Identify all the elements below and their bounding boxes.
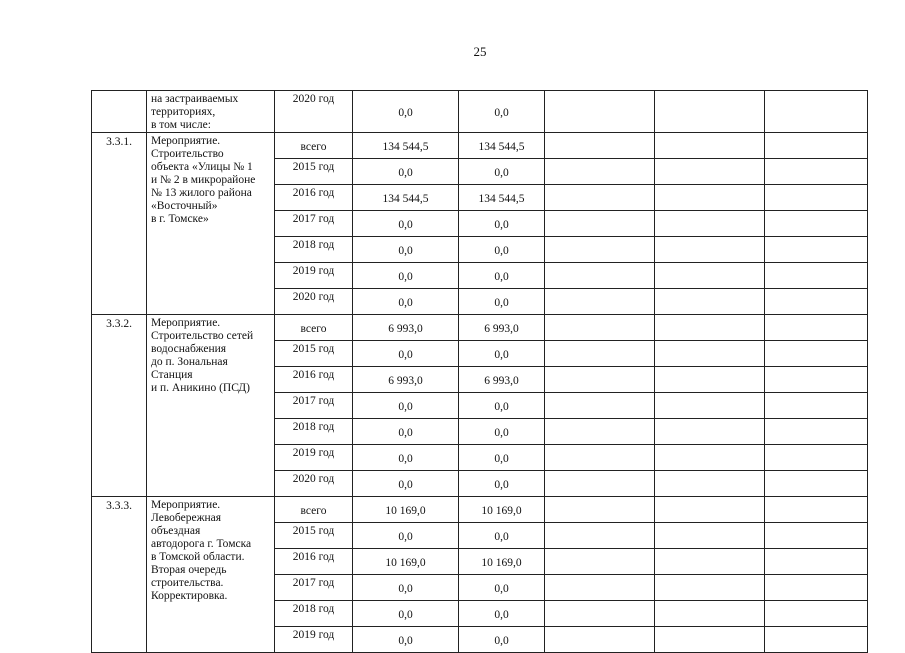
empty-cell (545, 445, 655, 471)
period-cell: 2017 год (275, 393, 353, 419)
empty-cell (545, 471, 655, 497)
value-cell: 0,0 (353, 341, 459, 367)
description-line: в г. Томске» (151, 213, 209, 225)
description-line: автодорога г. Томска (151, 538, 252, 550)
value-cell: 0,0 (353, 91, 459, 133)
empty-cell (655, 211, 765, 237)
description-line: Станция (151, 369, 193, 381)
period-cell: 2019 год (275, 263, 353, 289)
period-cell: 2017 год (275, 575, 353, 601)
section-number: 3.3.1. (92, 133, 147, 315)
value-cell: 134 544,5 (353, 133, 459, 159)
value-cell: 0,0 (353, 237, 459, 263)
value-cell: 10 169,0 (353, 497, 459, 523)
value-cell: 0,0 (353, 159, 459, 185)
value-cell: 0,0 (459, 237, 545, 263)
empty-cell (655, 315, 765, 341)
empty-cell (765, 549, 868, 575)
period-cell: 2020 год (275, 471, 353, 497)
description-line: «Восточный» (151, 200, 218, 212)
description-line: строительства. (151, 577, 224, 589)
page-number: 25 (473, 44, 487, 59)
empty-cell (655, 185, 765, 211)
description-line: в Томской области. (151, 551, 245, 563)
period-cell: 2015 год (275, 523, 353, 549)
empty-cell (545, 315, 655, 341)
description-line: в том числе: (151, 119, 211, 131)
value-cell: 0,0 (353, 211, 459, 237)
period-cell: 2020 год (275, 91, 353, 133)
value-cell: 0,0 (459, 445, 545, 471)
description-line: и п. Аникино (ПСД) (151, 382, 250, 394)
empty-cell (765, 159, 868, 185)
value-cell: 0,0 (459, 263, 545, 289)
period-cell: всего (275, 133, 353, 159)
empty-cell (545, 185, 655, 211)
table-row (92, 133, 868, 159)
value-cell: 0,0 (353, 523, 459, 549)
description-line: Строительство (151, 148, 224, 160)
empty-cell (545, 263, 655, 289)
empty-cell (655, 367, 765, 393)
empty-cell (765, 471, 868, 497)
period-cell: всего (275, 497, 353, 523)
value-cell: 0,0 (459, 601, 545, 627)
period-cell: 2019 год (275, 445, 353, 471)
description-line: Левобережная (151, 512, 222, 524)
empty-cell (655, 237, 765, 263)
empty-cell (765, 575, 868, 601)
description-line: Мероприятие. (151, 317, 221, 329)
value-cell: 0,0 (459, 211, 545, 237)
period-cell: 2016 год (275, 549, 353, 575)
period-cell: 2018 год (275, 237, 353, 263)
empty-cell (765, 419, 868, 445)
value-cell: 0,0 (459, 523, 545, 549)
empty-cell (545, 367, 655, 393)
empty-cell (765, 289, 868, 315)
description-line: Мероприятие. (151, 499, 221, 511)
value-cell: 10 169,0 (353, 549, 459, 575)
empty-cell (545, 419, 655, 445)
empty-cell (655, 601, 765, 627)
empty-cell (545, 237, 655, 263)
value-cell: 0,0 (459, 289, 545, 315)
empty-cell (655, 471, 765, 497)
period-cell: 2018 год (275, 419, 353, 445)
value-cell: 0,0 (459, 393, 545, 419)
empty-cell (765, 341, 868, 367)
value-cell: 6 993,0 (459, 315, 545, 341)
description-line: Строительство сетей (151, 330, 254, 342)
period-cell: 2019 год (275, 627, 353, 653)
empty-cell (765, 497, 868, 523)
value-cell: 0,0 (459, 159, 545, 185)
value-cell: 0,0 (353, 575, 459, 601)
empty-cell (655, 263, 765, 289)
empty-cell (655, 419, 765, 445)
empty-cell (765, 315, 868, 341)
empty-cell (765, 91, 868, 133)
section-description (147, 315, 275, 497)
value-cell: 134 544,5 (459, 133, 545, 159)
period-cell: 2016 год (275, 185, 353, 211)
value-cell: 0,0 (353, 289, 459, 315)
table-row (92, 91, 868, 133)
empty-cell (545, 91, 655, 133)
value-cell: 134 544,5 (459, 185, 545, 211)
value-cell: 0,0 (459, 91, 545, 133)
description-line: территориях, (151, 106, 216, 118)
period-cell: всего (275, 315, 353, 341)
number-cell (92, 91, 147, 133)
description-line: на застраиваемых (151, 93, 239, 105)
value-cell: 134 544,5 (353, 185, 459, 211)
period-cell: 2017 год (275, 211, 353, 237)
empty-cell (655, 393, 765, 419)
empty-cell (545, 289, 655, 315)
empty-cell (765, 133, 868, 159)
description-line: Мероприятие. (151, 135, 221, 147)
description-line: водоснабжения (151, 343, 227, 355)
empty-cell (655, 497, 765, 523)
empty-cell (765, 185, 868, 211)
empty-cell (765, 211, 868, 237)
value-cell: 0,0 (353, 601, 459, 627)
description-line: и № 2 в микрорайоне (151, 174, 256, 186)
value-cell: 0,0 (353, 471, 459, 497)
empty-cell (655, 575, 765, 601)
empty-cell (655, 289, 765, 315)
description-line: Корректировка. (151, 590, 228, 602)
description-line: объекта «Улицы № 1 (151, 161, 253, 173)
value-cell: 10 169,0 (459, 497, 545, 523)
section-description (147, 497, 275, 653)
description-line: объездная (151, 525, 201, 537)
empty-cell (655, 133, 765, 159)
empty-cell (545, 211, 655, 237)
empty-cell (765, 601, 868, 627)
empty-cell (655, 159, 765, 185)
section-number: 3.3.3. (92, 497, 147, 653)
description-line: до п. Зональная (151, 356, 228, 368)
value-cell: 0,0 (459, 575, 545, 601)
value-cell: 6 993,0 (459, 367, 545, 393)
period-cell: 2015 год (275, 159, 353, 185)
section-description (147, 133, 275, 315)
value-cell: 0,0 (353, 419, 459, 445)
empty-cell (655, 341, 765, 367)
table-row (92, 315, 868, 341)
empty-cell (765, 393, 868, 419)
period-cell: 2016 год (275, 367, 353, 393)
empty-cell (765, 237, 868, 263)
description-cell (147, 91, 275, 133)
description-line: Вторая очередь (151, 564, 227, 576)
empty-cell (765, 263, 868, 289)
empty-cell (765, 523, 868, 549)
empty-cell (545, 549, 655, 575)
empty-cell (655, 91, 765, 133)
empty-cell (655, 523, 765, 549)
empty-cell (545, 393, 655, 419)
empty-cell (765, 367, 868, 393)
value-cell: 0,0 (459, 627, 545, 653)
table-body (92, 91, 868, 653)
period-cell: 2015 год (275, 341, 353, 367)
empty-cell (655, 549, 765, 575)
period-cell: 2020 год (275, 289, 353, 315)
value-cell: 0,0 (459, 471, 545, 497)
section-number: 3.3.2. (92, 315, 147, 497)
empty-cell (545, 497, 655, 523)
empty-cell (545, 159, 655, 185)
empty-cell (545, 523, 655, 549)
value-cell: 0,0 (459, 341, 545, 367)
value-cell: 6 993,0 (353, 315, 459, 341)
value-cell: 0,0 (353, 627, 459, 653)
empty-cell (545, 601, 655, 627)
value-cell: 0,0 (353, 445, 459, 471)
empty-cell (765, 445, 868, 471)
empty-cell (655, 445, 765, 471)
empty-cell (545, 341, 655, 367)
value-cell: 0,0 (459, 419, 545, 445)
value-cell: 0,0 (353, 263, 459, 289)
description-line: № 13 жилого района (151, 187, 252, 199)
budget-table (91, 90, 868, 653)
table-row (92, 497, 868, 523)
empty-cell (545, 133, 655, 159)
value-cell: 10 169,0 (459, 549, 545, 575)
empty-cell (545, 575, 655, 601)
value-cell: 0,0 (353, 393, 459, 419)
value-cell: 6 993,0 (353, 367, 459, 393)
period-cell: 2018 год (275, 601, 353, 627)
